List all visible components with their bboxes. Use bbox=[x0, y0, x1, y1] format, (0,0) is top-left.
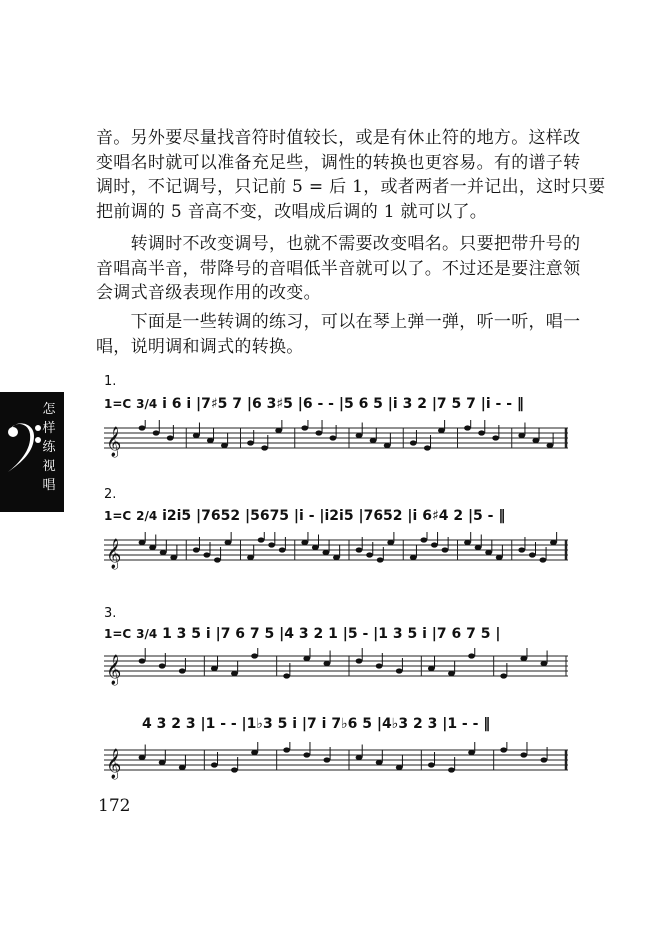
note-head bbox=[231, 767, 238, 772]
note-head bbox=[283, 673, 290, 678]
key-signature: 1=C bbox=[104, 627, 132, 641]
jianpu-notes: 4 3 2 3 |1 - - |1♭3 5 i |7 i 7♭6 5 |4♭3 2 3 |1 - - ‖ bbox=[142, 716, 491, 732]
note-head bbox=[464, 540, 471, 545]
note-head bbox=[370, 438, 377, 443]
note-head bbox=[330, 435, 337, 440]
note-head bbox=[333, 555, 340, 560]
note-head bbox=[532, 438, 539, 443]
note-head bbox=[207, 438, 214, 443]
time-signature: 3/4 bbox=[136, 627, 158, 641]
note-head bbox=[356, 433, 363, 438]
note-head bbox=[153, 430, 160, 435]
note-head bbox=[475, 545, 482, 550]
note-head bbox=[518, 433, 525, 438]
exercise-number: 3. bbox=[104, 606, 117, 621]
note-head bbox=[464, 425, 471, 430]
note-head bbox=[428, 666, 435, 671]
note-head bbox=[225, 540, 232, 545]
jianpu-line bbox=[104, 508, 505, 524]
note-head bbox=[384, 443, 391, 448]
time-signature: 2/4 bbox=[136, 509, 158, 523]
note-head bbox=[366, 552, 373, 557]
time-signature: 3/4 bbox=[136, 397, 158, 411]
note-head bbox=[170, 555, 177, 560]
note-head bbox=[261, 445, 268, 450]
note-head bbox=[438, 428, 445, 433]
note-head bbox=[496, 555, 503, 560]
jianpu-line bbox=[142, 716, 490, 732]
note-head bbox=[428, 762, 435, 767]
note-head bbox=[179, 765, 186, 770]
note-head bbox=[303, 656, 310, 661]
text-line: 音。另外要尽量找音符时值较长，或是有休止符的地方。这样改 bbox=[96, 128, 581, 148]
note-head bbox=[268, 542, 275, 547]
note-head bbox=[279, 547, 286, 552]
note-head bbox=[167, 435, 174, 440]
note-head bbox=[520, 752, 527, 757]
note-head bbox=[492, 435, 499, 440]
text-line: 音唱高半音，带降号的音唱低半音就可以了。不过还是要注意领 bbox=[96, 258, 581, 279]
note-head bbox=[396, 668, 403, 673]
text-line: 把前调的 5 音高不变，改唱成后调的 1 就可以了。 bbox=[96, 201, 488, 222]
staff-3b bbox=[104, 742, 574, 782]
note-head bbox=[251, 750, 258, 755]
treble-clef-icon: 𝄞 bbox=[106, 655, 122, 685]
note-head bbox=[139, 755, 146, 760]
note-head bbox=[193, 547, 200, 552]
jianpu-notes: i 6 i |7♯5 7 |6 3♯5 |6 - - |5 6 5 |i 3 2 |7 5 7 |i - - ‖ bbox=[162, 396, 524, 412]
note-head bbox=[221, 443, 228, 448]
note-head bbox=[468, 653, 475, 658]
note-head bbox=[356, 547, 363, 552]
side-tab-char: 唱 bbox=[42, 478, 56, 493]
side-tab-char: 视 bbox=[42, 459, 56, 474]
note-head bbox=[301, 540, 308, 545]
note-head bbox=[193, 433, 200, 438]
note-head bbox=[179, 668, 186, 673]
note-head bbox=[410, 555, 417, 560]
note-head bbox=[396, 765, 403, 770]
note-head bbox=[448, 767, 455, 772]
treble-clef-icon: 𝄞 bbox=[106, 427, 122, 457]
text-line: 唱，说明调和调式的转换。 bbox=[96, 336, 304, 357]
note-head bbox=[258, 537, 265, 542]
text-line: 变唱名时就可以准备充足些，调性的转换也更容易。有的谱子转 bbox=[96, 152, 581, 173]
bass-clef-icon bbox=[6, 418, 42, 478]
exercise-number: 1. bbox=[104, 374, 117, 389]
note-head bbox=[529, 552, 536, 557]
note-head bbox=[478, 430, 485, 435]
note-head bbox=[283, 747, 290, 752]
note-head bbox=[500, 747, 507, 752]
note-head bbox=[214, 557, 221, 562]
note-head bbox=[540, 757, 547, 762]
jianpu-line bbox=[104, 626, 500, 642]
note-head bbox=[203, 552, 210, 557]
jianpu-notes: i2i5 |7652 |5675 |i - |i2i5 |7652 |i 6♯4 2 |5 - ‖ bbox=[162, 508, 506, 524]
note-head bbox=[520, 656, 527, 661]
note-head bbox=[303, 752, 310, 757]
note-head bbox=[247, 555, 254, 560]
jianpu-line bbox=[104, 396, 524, 412]
note-head bbox=[160, 550, 167, 555]
note-head bbox=[448, 671, 455, 676]
note-head bbox=[387, 540, 394, 545]
note-head bbox=[431, 542, 438, 547]
text-line: 转调时不改变调号，也就不需要改变唱名。只要把带升号的 bbox=[96, 234, 581, 254]
note-head bbox=[301, 425, 308, 430]
note-head bbox=[485, 550, 492, 555]
paragraph-1 bbox=[96, 126, 606, 224]
staff-1 bbox=[104, 420, 574, 460]
note-head bbox=[139, 540, 146, 545]
note-head bbox=[420, 537, 427, 542]
note-head bbox=[323, 661, 330, 666]
note-head bbox=[247, 440, 254, 445]
note-head bbox=[315, 430, 322, 435]
note-head bbox=[251, 653, 258, 658]
text-line: 会调式音级表现作用的改变。 bbox=[96, 283, 321, 303]
note-head bbox=[410, 440, 417, 445]
staff-2 bbox=[104, 532, 574, 572]
side-tab-char: 样 bbox=[42, 421, 56, 436]
text-line: 调时，不记调号，只记前 5 = 后 1，或者两者一并记出，这时只要 bbox=[96, 177, 606, 197]
note-head bbox=[231, 671, 238, 676]
note-head bbox=[468, 750, 475, 755]
exercise-number: 2. bbox=[104, 487, 117, 502]
note-head bbox=[159, 760, 166, 765]
text-line: 下面是一些转调的练习，可以在琴上弹一弹，听一听，唱一 bbox=[96, 312, 581, 332]
note-head bbox=[211, 666, 218, 671]
side-tab-char: 怎 bbox=[42, 402, 56, 417]
treble-clef-icon: 𝄞 bbox=[106, 749, 122, 779]
staff-3a bbox=[104, 648, 574, 688]
paragraph-2 bbox=[96, 232, 581, 306]
note-head bbox=[322, 550, 329, 555]
note-head bbox=[376, 760, 383, 765]
note-head bbox=[547, 443, 554, 448]
note-head bbox=[149, 545, 156, 550]
note-head bbox=[500, 673, 507, 678]
note-head bbox=[540, 661, 547, 666]
note-head bbox=[377, 557, 384, 562]
note-head bbox=[424, 445, 431, 450]
side-tab-text bbox=[40, 400, 58, 495]
paragraph-3 bbox=[96, 310, 581, 359]
chapter-side-tab bbox=[0, 392, 64, 512]
treble-clef-icon: 𝄞 bbox=[106, 539, 122, 569]
note-head bbox=[275, 428, 282, 433]
key-signature: 1=C bbox=[104, 397, 132, 411]
note-head bbox=[518, 547, 525, 552]
note-head bbox=[442, 547, 449, 552]
note-head bbox=[312, 545, 319, 550]
note-head bbox=[550, 540, 557, 545]
note-head bbox=[139, 425, 146, 430]
key-signature: 1=C bbox=[104, 509, 132, 523]
note-head bbox=[159, 663, 166, 668]
note-head bbox=[376, 663, 383, 668]
side-tab-char: 练 bbox=[42, 440, 56, 455]
note-head bbox=[323, 757, 330, 762]
note-head bbox=[139, 658, 146, 663]
page-number: 172 bbox=[98, 796, 131, 816]
note-head bbox=[539, 557, 546, 562]
note-head bbox=[211, 762, 218, 767]
jianpu-notes: 1 3 5 i |7 6 7 5 |4 3 2 1 |5 - |1 3 5 i |7 6 7 5 | bbox=[162, 626, 501, 642]
note-head bbox=[356, 658, 363, 663]
note-head bbox=[356, 755, 363, 760]
